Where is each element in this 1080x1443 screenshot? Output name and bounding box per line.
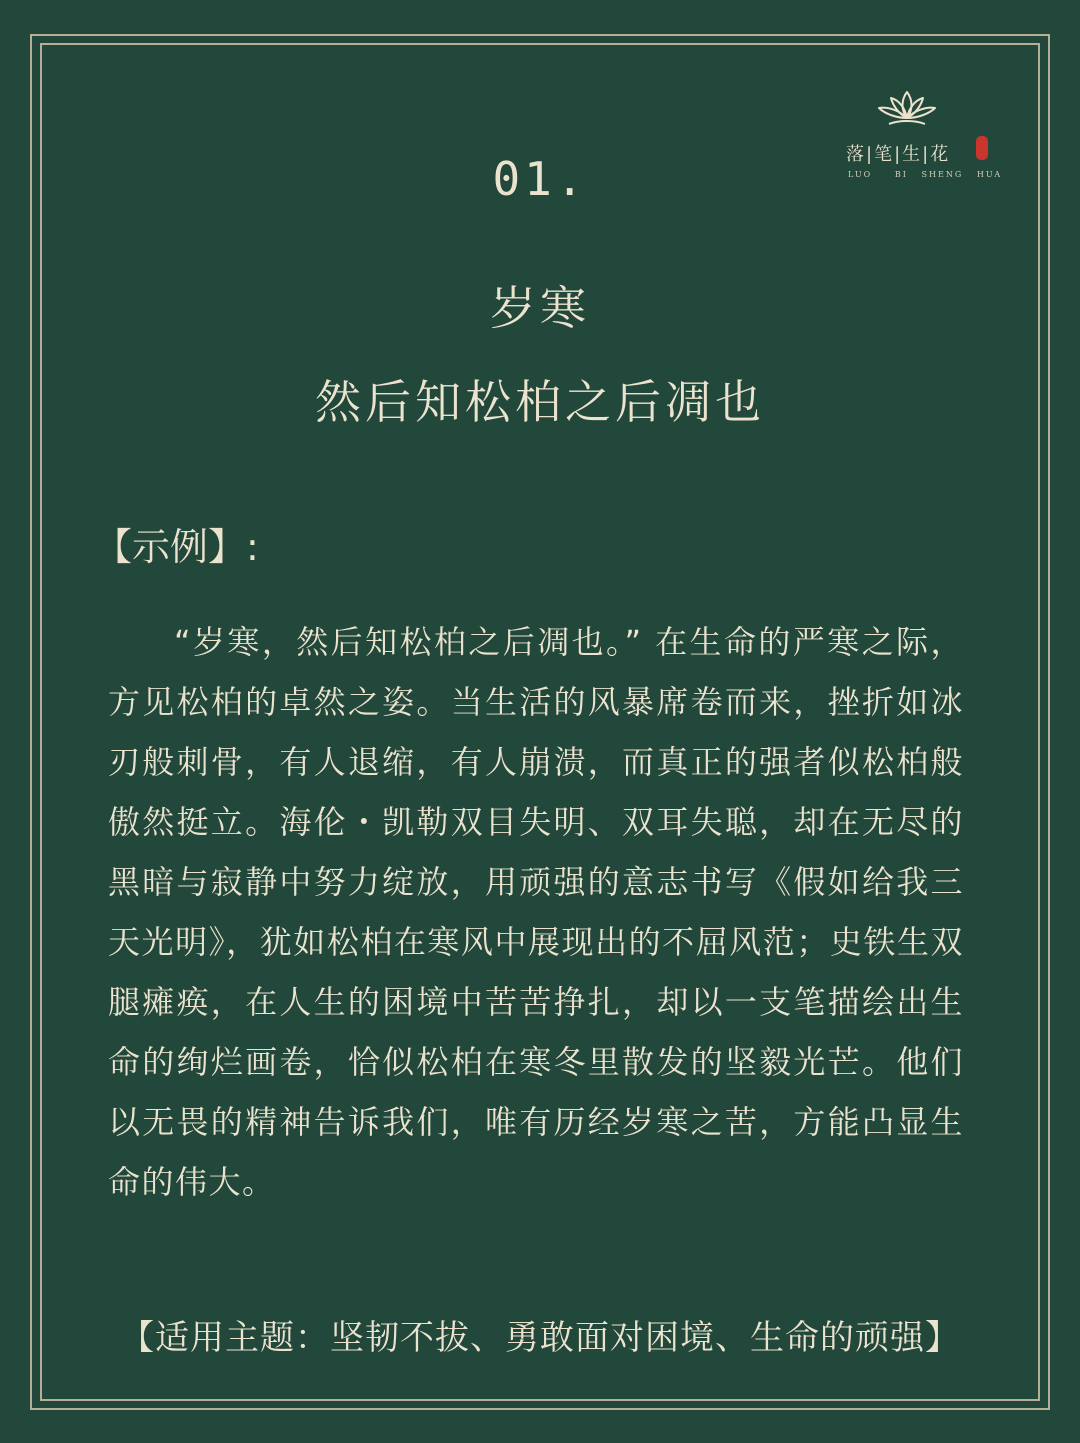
section-number: 01. bbox=[492, 152, 588, 206]
example-label: 【示例】: bbox=[94, 525, 259, 569]
applicable-themes: 【适用主题：坚韧不拔、勇敢面对困境、生命的顽强】 bbox=[120, 1318, 960, 1358]
quote-title-line1: 岁寒 bbox=[490, 281, 590, 335]
example-paragraph: “岁寒，然后知松柏之后凋也。” 在生命的严寒之际，方见松柏的卓然之姿。当生活的风暴席卷而来，挫折如冰刃般刺骨，有人退缩，有人崩溃，而真正的强者似松柏般傲然挺立。海伦・凯勒双目失明、双耳失聪，却在无尽的黑暗与寂静中努力绽放，用顽强的意志书写《假如给我三天光明》，犹如松柏在寒风中展现出的不屈风范；史铁生双腿瘫痪，在人生的困境中苦苦挣扎，却以一支笔描绘出生命的绚烂画卷，恰似松柏在寒冬里散发的坚毅光芒。他们以无畏的精神告诉我们，唯有历经岁寒之苦，方能凸显生命的伟大。 bbox=[108, 623, 964, 1201]
logo-chinese-text: 落|笔|生|花 bbox=[846, 144, 951, 165]
quote-title-line2: 然后知松柏之后凋也 bbox=[315, 375, 765, 429]
lotus-icon bbox=[875, 86, 939, 130]
logo-pinyin-text: LUO BI SHENG HUA bbox=[848, 170, 1003, 179]
